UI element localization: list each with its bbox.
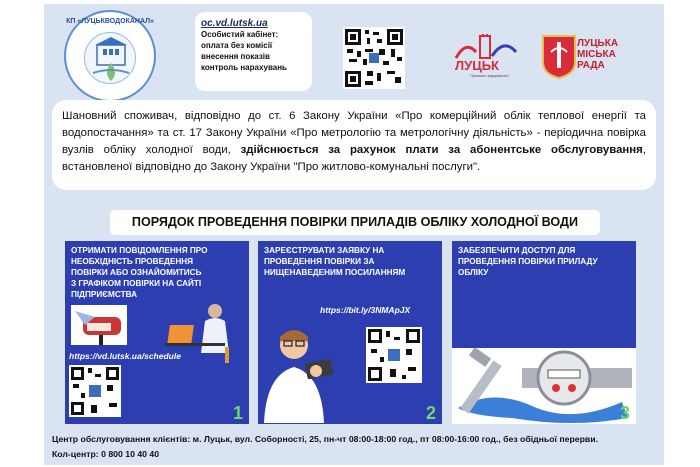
company-logo-emblem bbox=[84, 32, 136, 84]
step-panel-1 bbox=[65, 241, 249, 424]
council-line-2: МІСЬКА bbox=[577, 49, 616, 60]
step-1-line-1: ОТРИМАТИ ПОВІДОМЛЕННЯ ПРО bbox=[71, 246, 208, 255]
company-logo bbox=[64, 10, 156, 102]
water-meter-illustration bbox=[452, 348, 636, 424]
council-line-1: ЛУЦЬКА bbox=[577, 38, 619, 49]
step-1-line-4: З ГРАФІКОМ ПОВІРКИ НА САЙТІ bbox=[71, 279, 202, 288]
qr-code-step-2[interactable] bbox=[366, 327, 422, 383]
step-1-number: 1 bbox=[232, 403, 243, 423]
legal-notice-part-1: Шановний споживач, відповідно до ст. 6 Закону України «Про комерційний облік теплової енергії та водопостачання» та ст. 17 Закону України «Про метрологію та метрологічну діяльність» - періодична повірка вузлів обліку холодної води, bbox=[62, 110, 646, 156]
step-2-line-3: НИЩЕНАВЕДЕНИМ ПОСИЛАННЯМ bbox=[264, 268, 406, 277]
account-line-4: контроль нарахувань bbox=[201, 63, 287, 72]
schedule-link[interactable]: https://vd.lutsk.ua/schedule bbox=[69, 351, 181, 361]
account-line-3: внесення показів bbox=[201, 52, 270, 61]
step-3-line-1: ЗАБЕЗПЕЧИТИ ДОСТУП ДЛЯ bbox=[458, 246, 576, 255]
call-center-info[interactable]: Кол-центр: 0 800 10 40 40 bbox=[52, 449, 160, 459]
council-line-3: РАДА bbox=[577, 60, 605, 71]
legal-notice-bold: здійснюється за рахунок плати за абонентське обслуговування bbox=[240, 144, 643, 156]
step-2-line-2: ПРОВЕДЕННЯ ПОВІРКИ ЗА bbox=[264, 257, 375, 266]
step-2-title bbox=[264, 245, 405, 278]
service-center-info: Центр обслуговування клієнтів: м. Луцьк, вул. Соборності, 25, пн-чт 08:00-18:00 год., пт 08:00-16:00 год., без обідньої перерви. bbox=[52, 434, 599, 444]
procedure-heading: ПОРЯДОК ПРОВЕДЕННЯ ПОВІРКИ ПРИЛАДІВ ОБЛІКУ ХОЛОДНОЇ ВОДИ bbox=[110, 210, 600, 235]
step-1-line-3: ПОВІРКИ АБО ОЗНАЙОМИТИСЬ bbox=[71, 268, 202, 277]
lutsk-logo-tagline: Приємно відкривати! bbox=[470, 73, 509, 78]
step-3-number: 3 bbox=[619, 403, 630, 423]
step-panel-2 bbox=[258, 241, 442, 424]
legal-notice-paragraph bbox=[52, 100, 656, 190]
coat-of-arms-icon bbox=[539, 34, 579, 80]
building-icon bbox=[85, 33, 137, 85]
step-2-number: 2 bbox=[425, 403, 436, 423]
step-2-line-1: ЗАРЕЄСТРУВАТИ ЗАЯВКУ НА bbox=[264, 246, 385, 255]
company-logo-text: КП «ЛУЦЬКВОДОКАНАЛ» bbox=[66, 18, 154, 25]
account-line-1: Особистий кабінет: bbox=[201, 30, 279, 39]
step-panel-3 bbox=[452, 241, 636, 424]
step-3-title bbox=[458, 245, 598, 278]
step-3-line-3: ОБЛІКУ bbox=[458, 268, 489, 277]
step-3-line-2: ПРОВЕДЕННЯ ПОВІРКИ ПРИЛАДУ bbox=[458, 257, 598, 266]
account-line-2: оплата без комісії bbox=[201, 41, 273, 50]
person-phone-illustration bbox=[260, 323, 360, 423]
legal-notice-part-2: , встановленої відповідно до Закону України "Про житлово-комунальні послуги". bbox=[62, 144, 647, 173]
lutsk-logo-text: ЛУЦЬК bbox=[455, 58, 499, 73]
step-1-title bbox=[71, 245, 207, 300]
qr-code-top[interactable] bbox=[343, 27, 405, 89]
step-1-line-2: НЕОБХІДНІСТЬ ПРОВЕДЕННЯ bbox=[71, 257, 194, 266]
personal-account-box bbox=[195, 12, 312, 91]
account-url-link[interactable]: oc.vd.lutsk.ua bbox=[201, 18, 268, 29]
city-council-text bbox=[577, 38, 618, 71]
registration-link[interactable]: https://bit.ly/3NMApJX bbox=[320, 305, 411, 315]
step-1-line-5: ПІДПРИЄМСТВА bbox=[71, 290, 137, 299]
qr-code-step-1[interactable] bbox=[69, 365, 121, 417]
